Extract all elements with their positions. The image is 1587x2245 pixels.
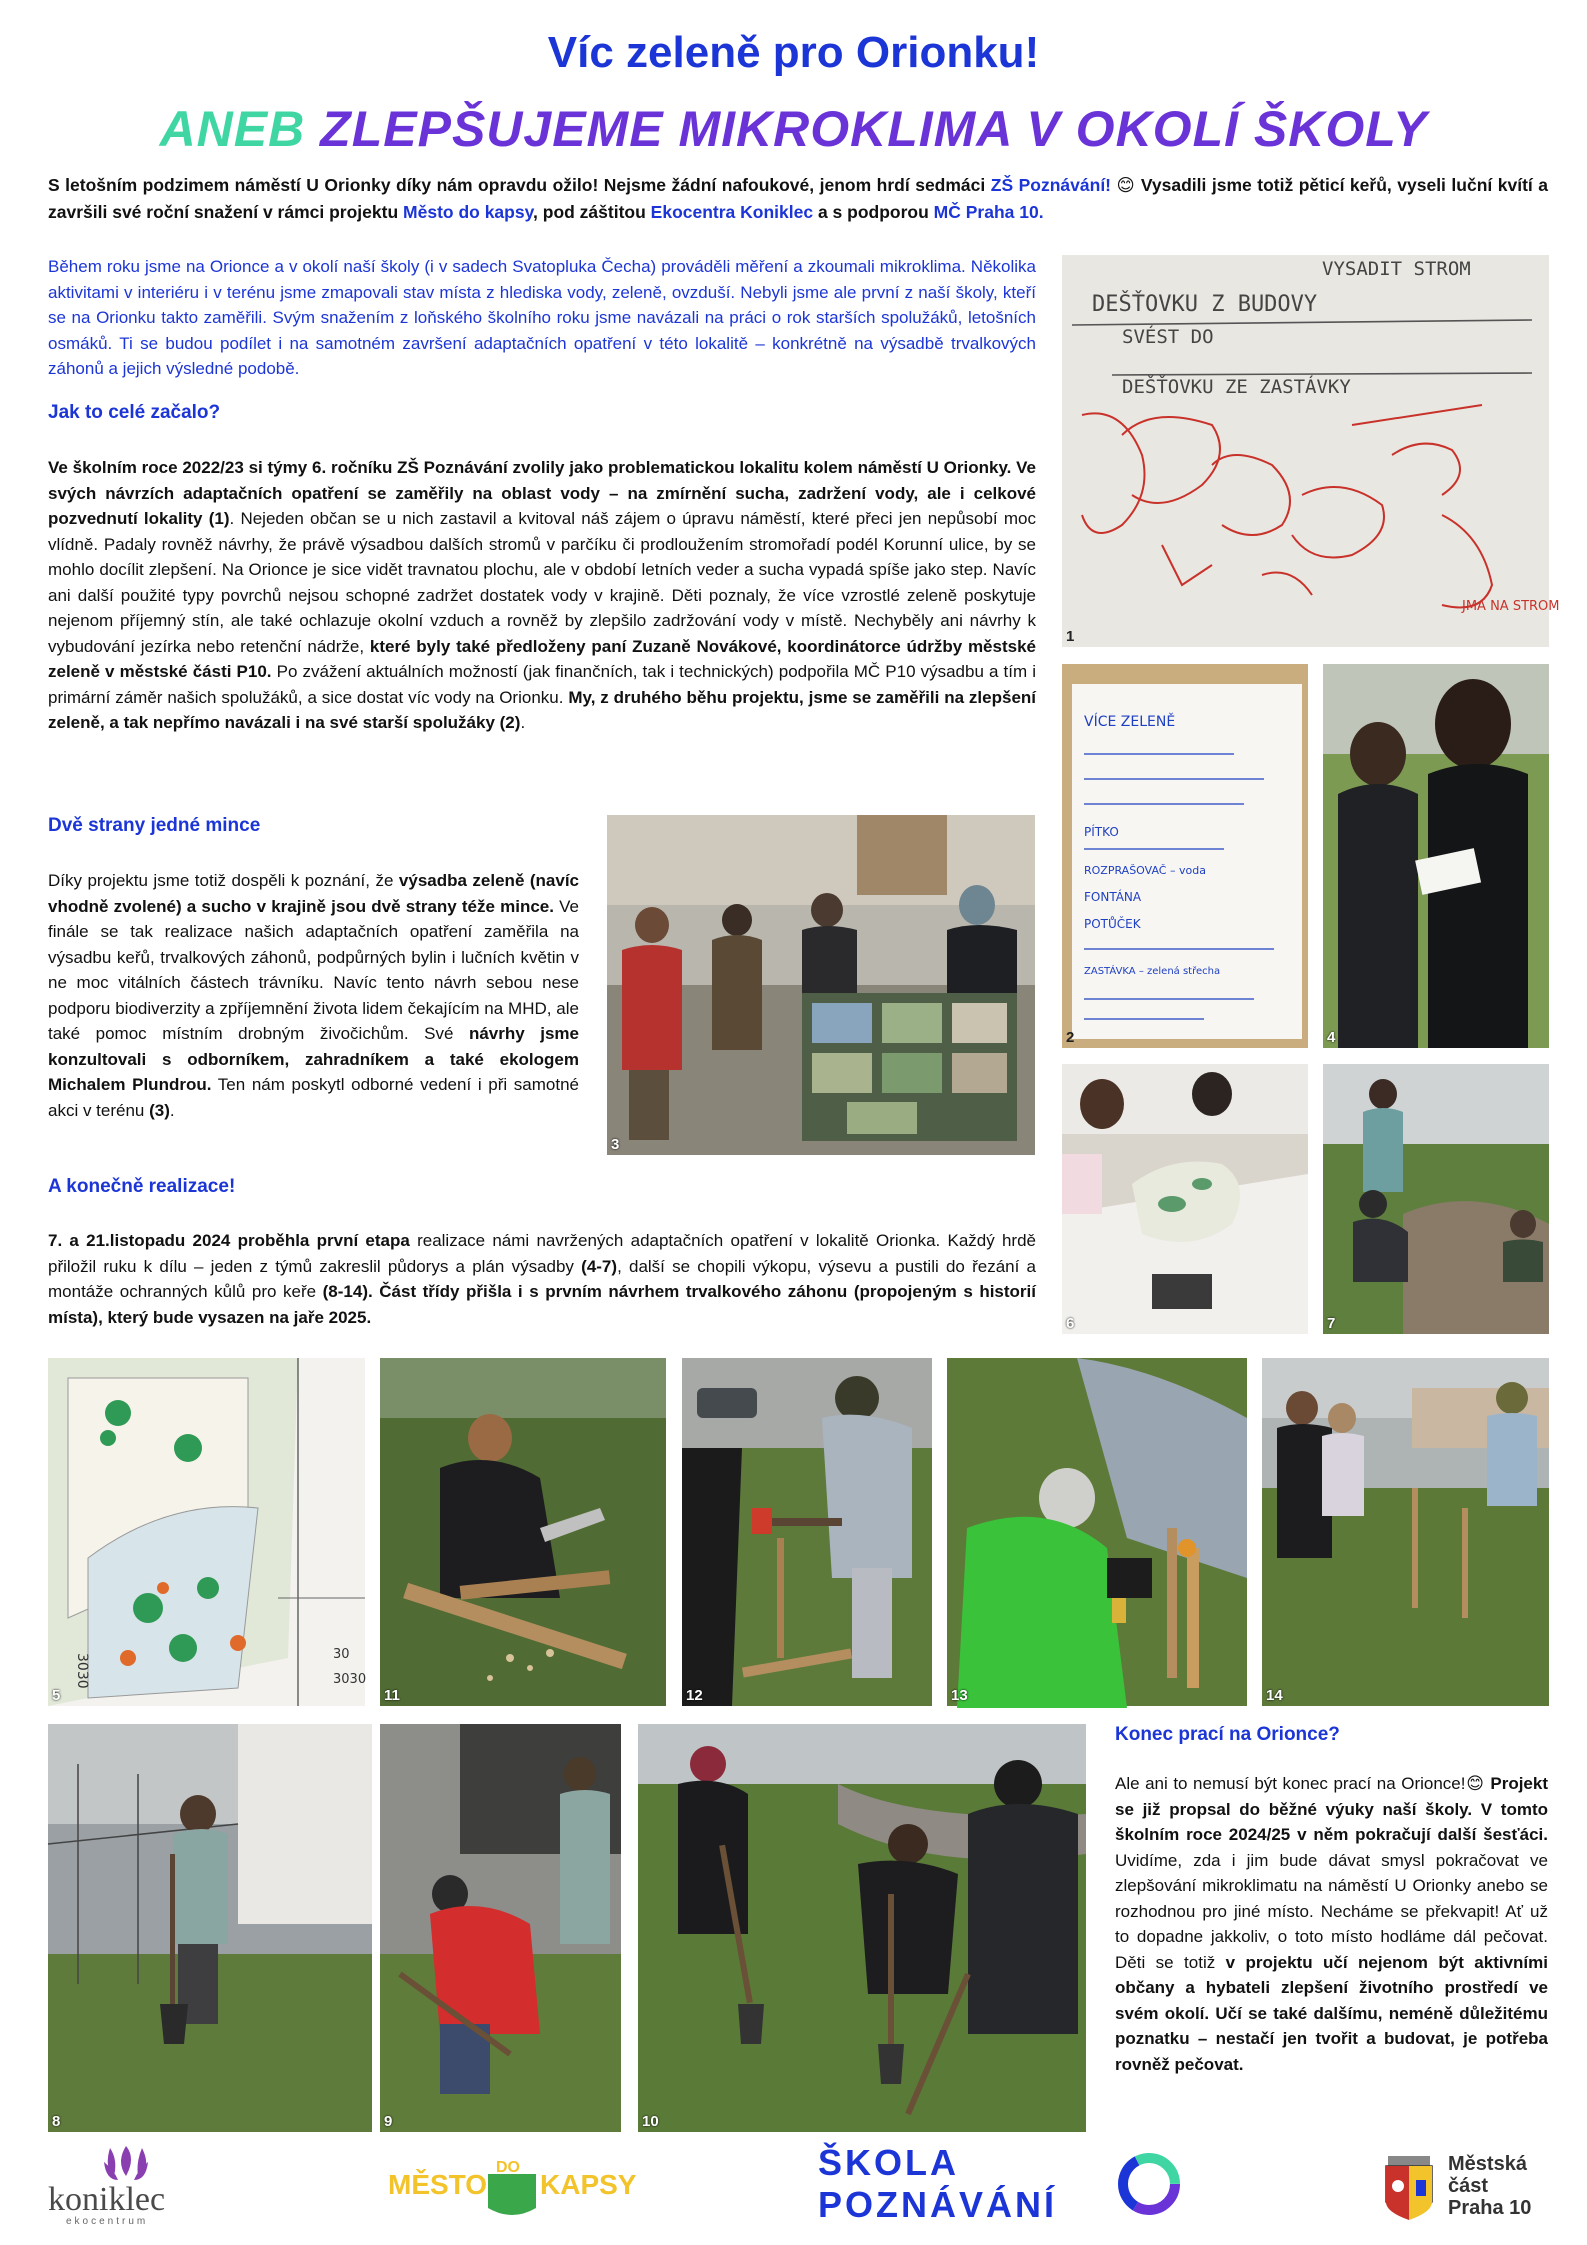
section2-text-3: Ten nám poskytl odborné vedení i při samotné akci v terénu [48, 1075, 579, 1120]
mesto-do-text: DO [496, 2159, 520, 2176]
photo-number: 12 [686, 1687, 703, 1704]
photo-13-drilling [947, 1358, 1247, 1706]
photo-2-notes-board [1062, 664, 1308, 1048]
intro-text-4: a s podporou [813, 202, 934, 222]
photo-number: 14 [1266, 1687, 1283, 1704]
mesto-right-text: KAPSY [540, 2169, 637, 2200]
photo-number: 4 [1327, 1029, 1336, 1046]
section3-heading: A konečně realizace! [48, 1176, 236, 1197]
section1-bold-2: které byly také předloženy paní Zuzaně Novákové, koordinátorce údržby městské zeleně v městské části P10. [48, 636, 1036, 681]
subtitle-main: ZLEPŠUJEME MIKROKLIMA V OKOLÍ ŠKOLY [320, 101, 1428, 157]
photo-5-planting-map [48, 1358, 365, 1706]
section4-paragraph [1115, 1771, 1548, 2077]
koniklec-subtext: ekocentrum [66, 2216, 149, 2227]
section3-text-1: realizace námi navržených adaptačních opatření v lokalitě Orionka. Každý hrdě přiložil ruku k dílu – jeden z týmů zakreslil půdorys a plán výsadby [48, 1231, 1037, 1276]
board-line-3: ROZPRAŠOVAČ – voda [1084, 864, 1206, 877]
page-subtitle [0, 100, 1587, 158]
section2-text-1: Díky projektu jsme totiž dospěli k poznání, že [48, 871, 399, 890]
intro-text-2: 😊 Vysadili jsme totiž pěticí keřů, vyseli luční kvítí a završili své roční snažení v rámci projektu [48, 175, 1548, 222]
section4-bold-1: Projekt se již propsal do běžné výuky naší školy. V tomto školním roce 2024/25 v něm pokračují další šesťáci. [1115, 1774, 1548, 1844]
board-line-4: FONTÁNA [1084, 890, 1142, 904]
mc-line-3: Praha 10 [1448, 2197, 1532, 2219]
wb-line-5: JMA NA STROM [1462, 599, 1560, 614]
photo-number: 3 [611, 1136, 620, 1153]
photo-12-hammering [682, 1358, 932, 1706]
section2-bold-1: výsadba zeleně (navíc vhodně zvolené) a sucho v krajině jsou dvě strany téže mince. [48, 871, 580, 916]
photo-3-group-consultation [607, 815, 1035, 1155]
section2-bold-2: návrhy jsme konzultovali s odborníkem, zahradníkem a také ekologem Michalem Plundrou. [48, 1024, 579, 1094]
section2-heading: Dvě strany jedné mince [48, 815, 261, 836]
subtitle-prefix: ANEB [159, 101, 306, 157]
photo-11-sawing [380, 1358, 666, 1706]
wb-line-4: DEŠŤOVKU ZE ZASTÁVKY [1122, 376, 1351, 398]
mc-line-1: Městská [1448, 2153, 1527, 2175]
intro-paragraph [48, 172, 1548, 226]
intro-eco: Ekocentra Koniklec [650, 202, 814, 222]
section2-text-4: . [169, 1100, 175, 1120]
intro-text-1: S letošním podzimem náměstí U Orionky díky nám opravdu ožilo! Nejsme žádní nafoukové, jenom hrdí sedmáci [48, 175, 991, 195]
section1-text-1: . Nejeden občan se u nich zastavil a kvitoval náš zájem o úpravu náměstí, které přeci jen nepůsobí moc vlídně. Padaly rovněž návrhy, že právě výsadbou dalších stromů v parčíku či prodloužením stromořadí podél Korunní ulice, by se mohlo docílit zlepšení. Na Orionce je sice vidět travnatou plochu, ale v období letních veder a sucha vypadá spíše jako step. Navíc ani další použité typy povrchů nejsou schopné zadržet dostatek vody v krajině. Děti poznaly, že více vzrostlé zeleně poskytuje nejenom příjemný stín, ale také ochlazuje okolní vzduch a rovněž by zlepšilo zadržování vody v místě. Nechyběly ani návrhy k vybudování jezírka nebo retenční nádrže, [48, 509, 1036, 656]
intro-project: Město do kapsy [403, 202, 534, 222]
praha10-logo [1378, 2140, 1550, 2232]
intro-school: ZŠ Poznávání! [990, 175, 1112, 195]
wb-line-1: VYSADIT STROM [1322, 258, 1471, 280]
section4-text-1: Ale ani to nemusí být konec prací na Orionce!😊 [1115, 1774, 1491, 1793]
section2-paragraph [48, 868, 579, 1123]
photo-4-students-writing [1323, 664, 1549, 1048]
photo-9-pickaxe [380, 1724, 621, 2132]
mc-line-2: část [1448, 2175, 1489, 2197]
photo-number: 1 [1066, 628, 1075, 645]
photo-number: 13 [951, 1687, 968, 1704]
skola-text: ŠKOLA [818, 2142, 959, 2183]
skola-poznavani-logo [818, 2142, 1098, 2232]
photo-number: 5 [52, 1687, 61, 1704]
photo-number: 2 [1066, 1029, 1075, 1046]
photo-10-planting-group [638, 1724, 1086, 2132]
board-line-1: VÍCE ZELENĚ [1084, 714, 1176, 730]
map-label-1: 3030 [74, 1653, 90, 1689]
section3-paragraph [48, 1228, 1036, 1330]
photo-number: 10 [642, 2113, 659, 2130]
mesto-left-text: MĚSTO [388, 2169, 488, 2200]
photo-7-site-planning [1323, 1064, 1549, 1334]
photo-number: 11 [384, 1687, 400, 1704]
map-label-3: 30 [333, 1647, 350, 1662]
section1-bold-1: Ve školním roce 2022/23 si týmy 6. ročníku ZŠ Poznávání zvolily jako problematickou lokalitu kolem náměstí U Orionky. Ve svých návrzích adaptačních opatření se zaměřily na oblast vody – na zmírnění sucha, zadržení vody, ale i celkové pozvednutí lokality (1) [48, 458, 1036, 528]
mesto-do-kapsy-logo [388, 2152, 637, 2222]
lead-paragraph: Během roku jsme na Orionce a v okolí naší školy (i v sadech Svatopluka Čecha) prováděli měření a zkoumali mikroklima. Několika aktivitami v interiéru i v terénu jsme zmapovali stav místa z hlediska vody, zeleně, ovzduší. Nebyli jsme ale první z naší školy, kteří se na Orionku takto zaměřili. Svým snažením z loňského školního roku jsme navázali na práci o rok starších spolužáků, letošních osmáků. Ti se budou podílet i na samotném završení adaptačních opatření v této lokalitě – konkrétně na výsadbě trvalkových záhonů a jejich výsledné podobě. [48, 257, 1036, 378]
section2-text-2: Ve finále se tak realizace našich adaptačních opatření zaměřila na výsadbu keřů, trvalkových záhonů, podpůrných bylin i lučních květin v ne moc vitálních částech trávníku. Navíc tento návrh sebou nese podporu biodiverzity a zpříjemnění života lidem čekajícím na MHD, ale také pomoc místním drobným živočichům. Své [48, 896, 579, 1043]
section1-text-2: Po zvážení aktuálních možností (jak finančních, tak i technických) podpořila MČ P10 výsadbu a tím i primární záměr našich spolužáků, a sice dostat víc vody na Orionku. [48, 662, 1037, 707]
board-line-2: PÍTKO [1084, 825, 1119, 839]
photo-number: 6 [1066, 1315, 1075, 1332]
photo-8-digging [48, 1724, 372, 2132]
section3-bold-1: 7. a 21.listopadu 2024 proběhla první etapa [48, 1231, 410, 1250]
wb-line-3: SVÉST DO [1122, 326, 1214, 348]
photo-1-whiteboard [1062, 255, 1560, 647]
section1-bold-3: My, z druhého běhu projektu, jsme se zaměřili na zlepšení zeleně, a tak nepřímo navázali i na své starší spolužáky (2) [48, 687, 1037, 732]
section4-text-2: Uvidíme, zda i jim bude dávat smysl pokračovat ve zlepšování mikroklimatu na náměstí U Orionky anebo se rozhodnou pro jiné místo. Necháme se překvapit! Ať už to dopadne jakkoliv, o toto místo hodláme dál pečovat. Děti se totiž [1115, 1850, 1548, 1972]
photo-number: 8 [52, 2113, 61, 2130]
section3-bold-3: (8-14). Část třídy přišla i s prvním návrhem trvalkového záhonu (propojeným s historií místa), který bude vysazen na jaře 2025. [48, 1282, 1036, 1327]
koniklec-logo [48, 2138, 218, 2228]
section1-paragraph [48, 455, 1036, 736]
section4-bold-2: v projektu učí nejenom být aktivními občany a hybateli zlepšení životního prostředí ve svém okolí. Učí se také dalšímu, neméně důležitému poznatku – nestačí jen tvořit a budovat, je potřeba rovněž pečovat. [1115, 1952, 1548, 2074]
coat-of-arms-icon [1378, 2142, 1440, 2230]
board-line-5: POTŮČEK [1084, 917, 1141, 931]
section1-text-3: . [520, 713, 526, 732]
photo-number: 7 [1327, 1315, 1336, 1332]
section1-heading: Jak to celé začalo? [48, 402, 221, 423]
photo-14-group-planted [1262, 1358, 1549, 1706]
photo-6-classroom-drawing [1062, 1064, 1308, 1334]
intro-district: MČ Praha 10. [933, 202, 1044, 222]
poznavani-text: POZNÁVÁNÍ [818, 2184, 1058, 2225]
board-line-6: ZASTÁVKA – zelená střecha [1084, 966, 1221, 977]
section3-text-2: , další se chopili výkopu, výsevu a pustili do řezání a montáže ochranných kůlů pro keře [48, 1256, 1036, 1301]
intro-text-3: , pod záštitou [533, 202, 651, 222]
wb-line-2: DEŠŤOVKU Z BUDOVY [1092, 292, 1318, 317]
page-title: Víc zeleně pro Orionku! [547, 28, 1040, 77]
section4-heading: Konec prací na Orionce? [1115, 1724, 1340, 1745]
circle-logo-icon [1115, 2150, 1183, 2218]
map-label-2: 3030 [333, 1672, 367, 1687]
section2-bold-3: (3) [149, 1100, 170, 1120]
photo-number: 9 [384, 2113, 393, 2130]
koniklec-text: koniklec [48, 2181, 166, 2218]
section3-bold-2: (4-7) [581, 1256, 618, 1276]
